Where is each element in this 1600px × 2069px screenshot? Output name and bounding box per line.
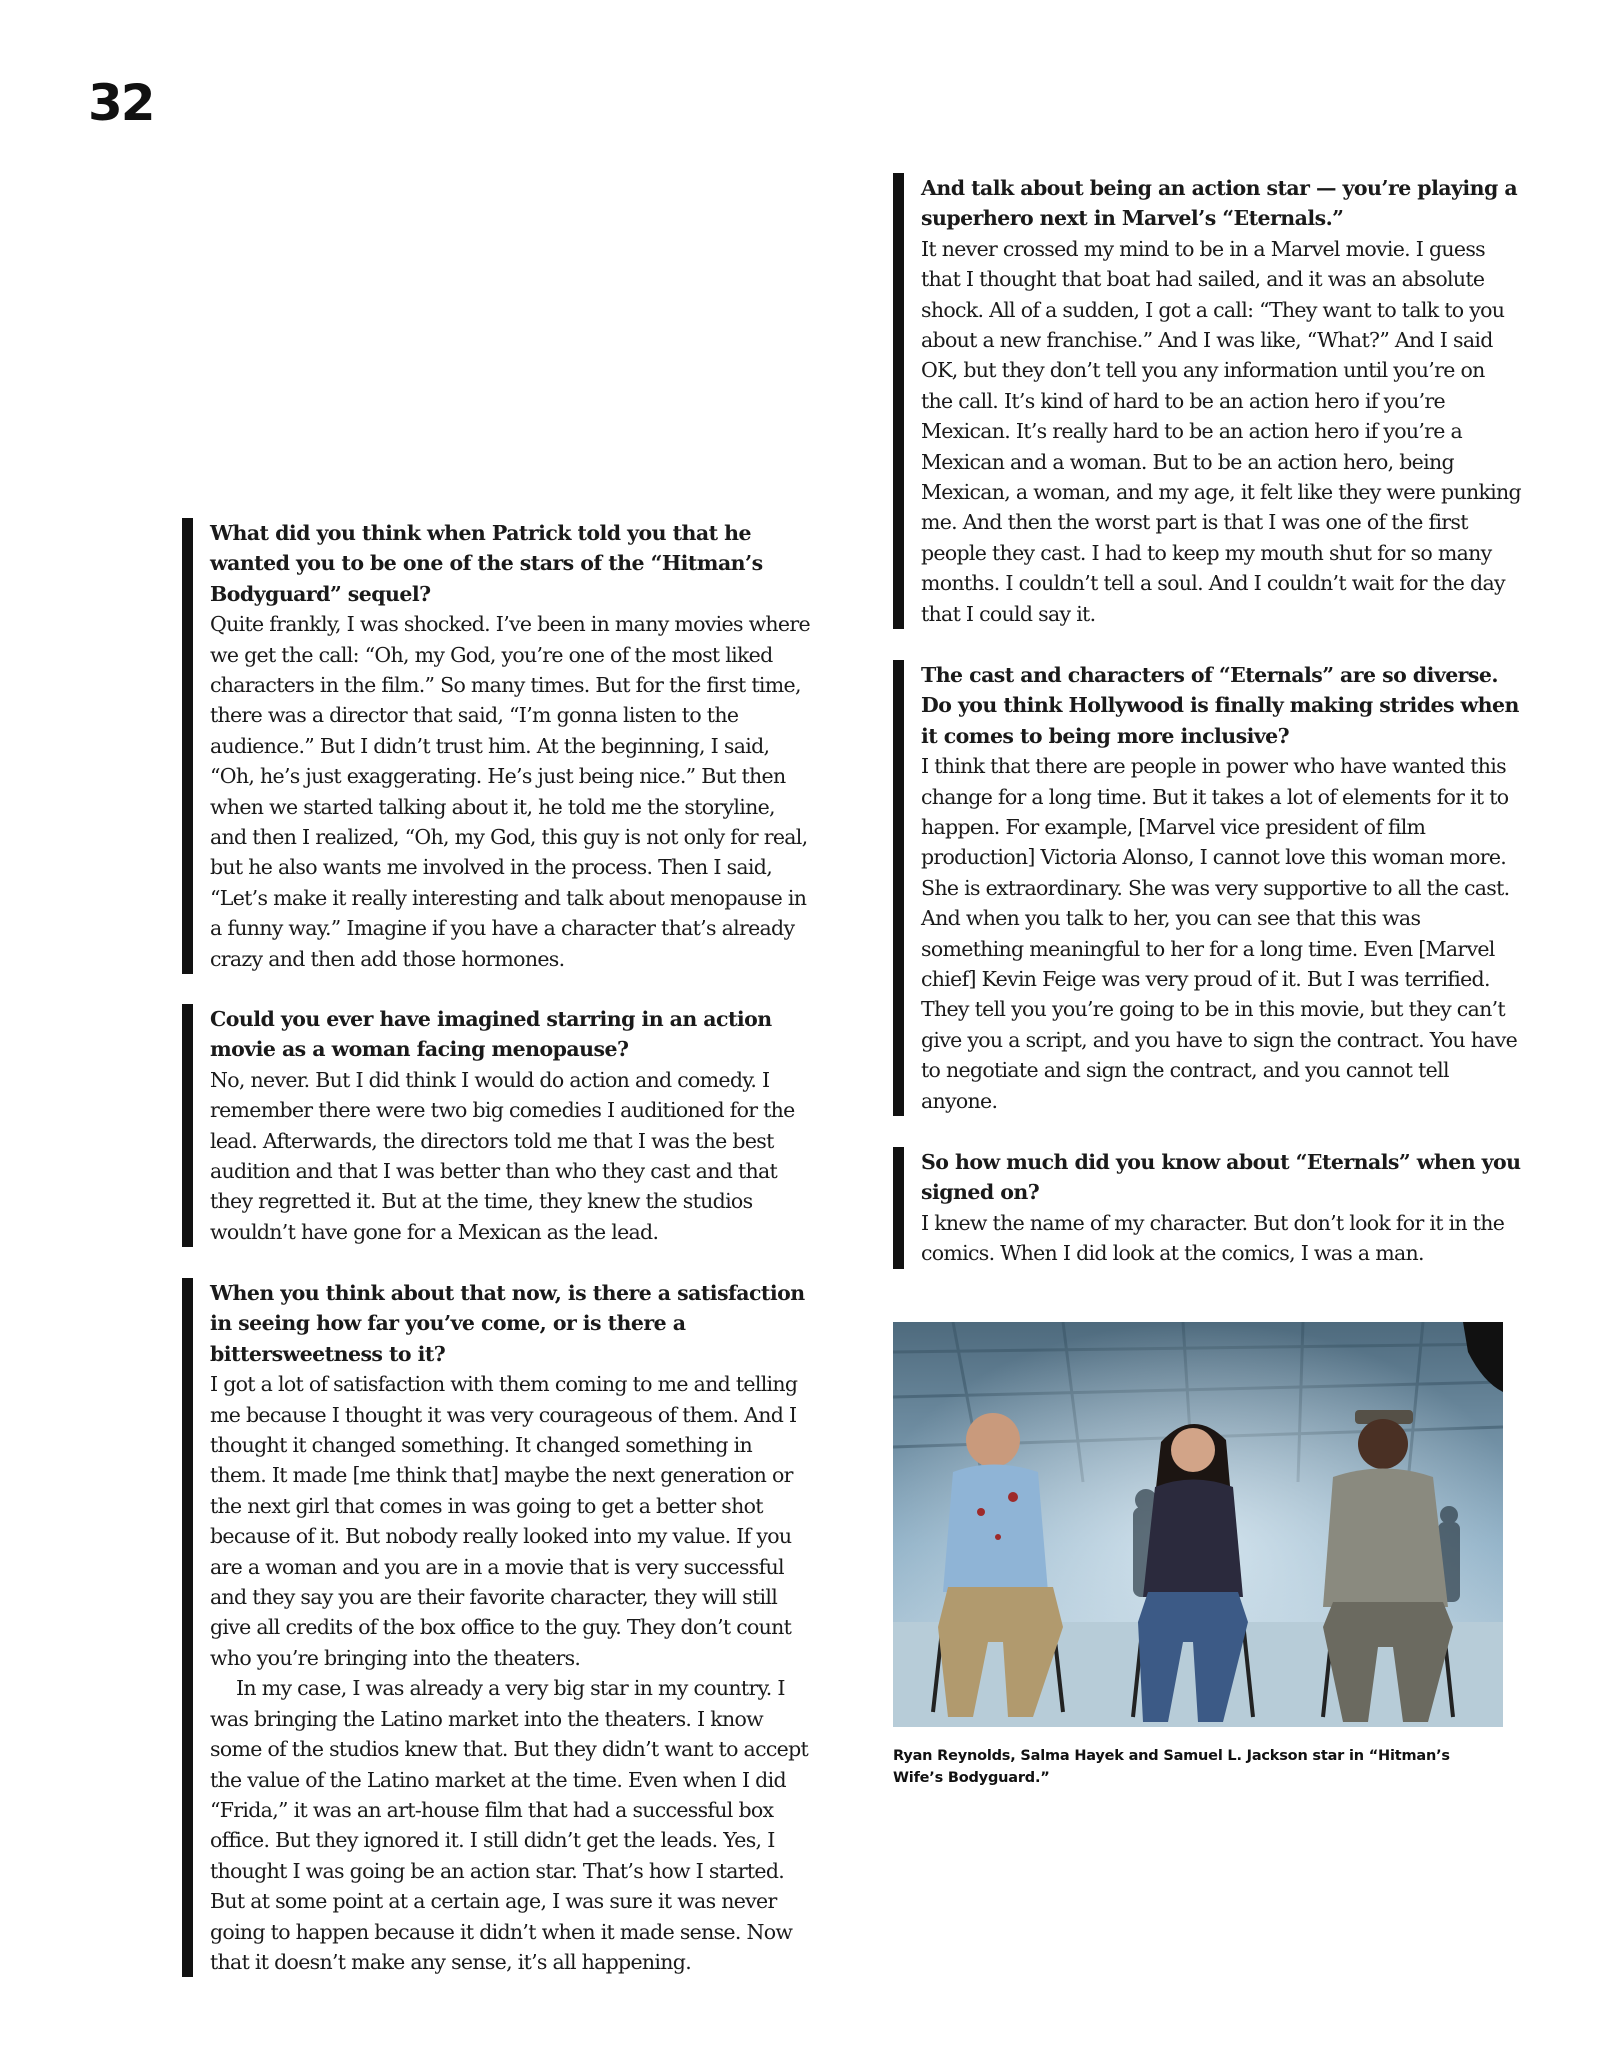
question: The cast and characters of “Eternals” are so diverse. Do you think Hollywood is finally making strides when it comes to being more inclusive? xyxy=(921,663,1519,748)
answer-paragraph: I got a lot of satisfaction with them coming to me and telling me because I thought it was very courageous of them. And I thought it changed something. It changed something in them. It made [me think that] maybe the next generation or the next girl that comes in was going to get a better shot because of it. But nobody really looked into my value. If you are a woman and you are in a movie that is very successful and they say you are their favorite character, they will still give all credits of the box office to the guy. They don’t count who you’re bringing into the theaters. xyxy=(210,1372,798,1670)
answer-paragraph: I think that there are people in power who have wanted this change for a long time. But it takes a lot of elements for it to happen. For example, [Marvel vice president of film production] Victoria Alonso, I cannot love this woman more. She is extraordinary. She was very supportive to all the cast. And when you talk to her, you can see that this was something meaningful to her for a long time. Even [Marvel chief] Kevin Feige was very proud of it. But I was terrified. They tell you you’re going to be in this movie, but they can’t give you a script, and you have to sign the contract. You have to negotiate and sign the contract, and you cannot tell anyone. xyxy=(921,754,1518,1113)
question: What did you think when Patrick told you that he wanted you to be one of the stars of the “Hitman’s Bodyguard” sequel? xyxy=(210,521,763,606)
answer-paragraph: It never crossed my mind to be in a Marvel movie. I guess that I thought that boat had sailed, and it was an absolute shock. All of a sudden, I got a call: “They want to talk to you about a new franchise.” And I was like, “What?” And I said OK, but they don’t tell you any information until you’re on the call. It’s kind of hard to be an action hero if you’re Mexican. It’s really hard to be an action hero if you’re a Mexican and a woman. But to be an action hero, being Mexican, a woman, and my age, it felt like they were punking me. And then the worst part is that I was one of the first people they cast. I had to keep my mouth shut for so many months. I couldn’t tell a soul. And I couldn’t wait for the day that I could say it. xyxy=(921,236,1521,626)
answer-paragraph: No, never. But I did think I would do action and comedy. I remember there were two big comedies I auditioned for the lead. Afterwards, the directors told me that I was the best audition and that I was better than who they cast and that they regretted it. But at the time, they knew the studios wouldn’t have gone for a Mexican as the lead. xyxy=(210,1067,795,1244)
movie-still-illustration xyxy=(893,1322,1503,1727)
answer-paragraph: I knew the name of my character. But don’t look for it in the comics. When I did look at the comics, I was a man. xyxy=(921,1210,1505,1266)
question: Could you ever have imagined starring in an action movie as a woman facing menopause? xyxy=(210,1007,772,1062)
photo-caption: Ryan Reynolds, Salma Hayek and Samuel L. Jackson star in “Hitman’s Wife’s Bodyguard.” xyxy=(893,1748,1450,1786)
qa-block-eternals-knowledge xyxy=(893,1147,1521,1269)
qa-block-satisfaction xyxy=(182,1278,810,1977)
answer-paragraph: Quite frankly, I was shocked. I’ve been in many movies where we get the call: “Oh, my God, you’re one of the most liked characters in the film.” So many times. But for the first time, there was a director that said, “I’m gonna listen to the audience.” But I didn’t trust him. At the beginning, I said, “Oh, he’s just exaggerating. He’s just being nice.” But then when we started talking about it, he told me the storyline, and then I realized, “Oh, my God, this guy is not only for real, but he also wants me involved in the process. Then I said, “Let’s make it really interesting and talk about menopause in a funny way.” Imagine if you have a character that’s already crazy and then add those hormones. xyxy=(210,612,810,971)
movie-still-photo xyxy=(893,1322,1503,1727)
question: So how much did you know about “Eternals” when you signed on? xyxy=(921,1150,1521,1205)
answer-paragraph: In my case, I was already a very big star in my country. I was bringing the Latino market into the theaters. I know some of the studios knew that. But they didn’t want to accept the value of the Latino market at the time. Even when I did “Frida,” it was an art-house film that had a successful box office. But they ignored it. I still didn’t get the leads. Yes, I thought I was going be an action star. That’s how I started. But at some point at a certain age, I was sure it was never going to happen because it didn’t when it made sense. Now that it doesn’t make any sense, it’s all happening. xyxy=(210,1676,809,1974)
qa-block-menopause xyxy=(182,1004,810,1247)
page-number: 32 xyxy=(88,74,154,132)
qa-block-diversity xyxy=(893,660,1521,1116)
question: When you think about that now, is there a satisfaction in seeing how far you’ve come, or is there a bittersweetness to it? xyxy=(210,1281,805,1366)
qa-block-patrick xyxy=(182,518,810,974)
question: And talk about being an action star — you’re playing a superhero next in Marvel’s “Eternals.” xyxy=(921,176,1518,231)
qa-block-action-star xyxy=(893,173,1521,629)
